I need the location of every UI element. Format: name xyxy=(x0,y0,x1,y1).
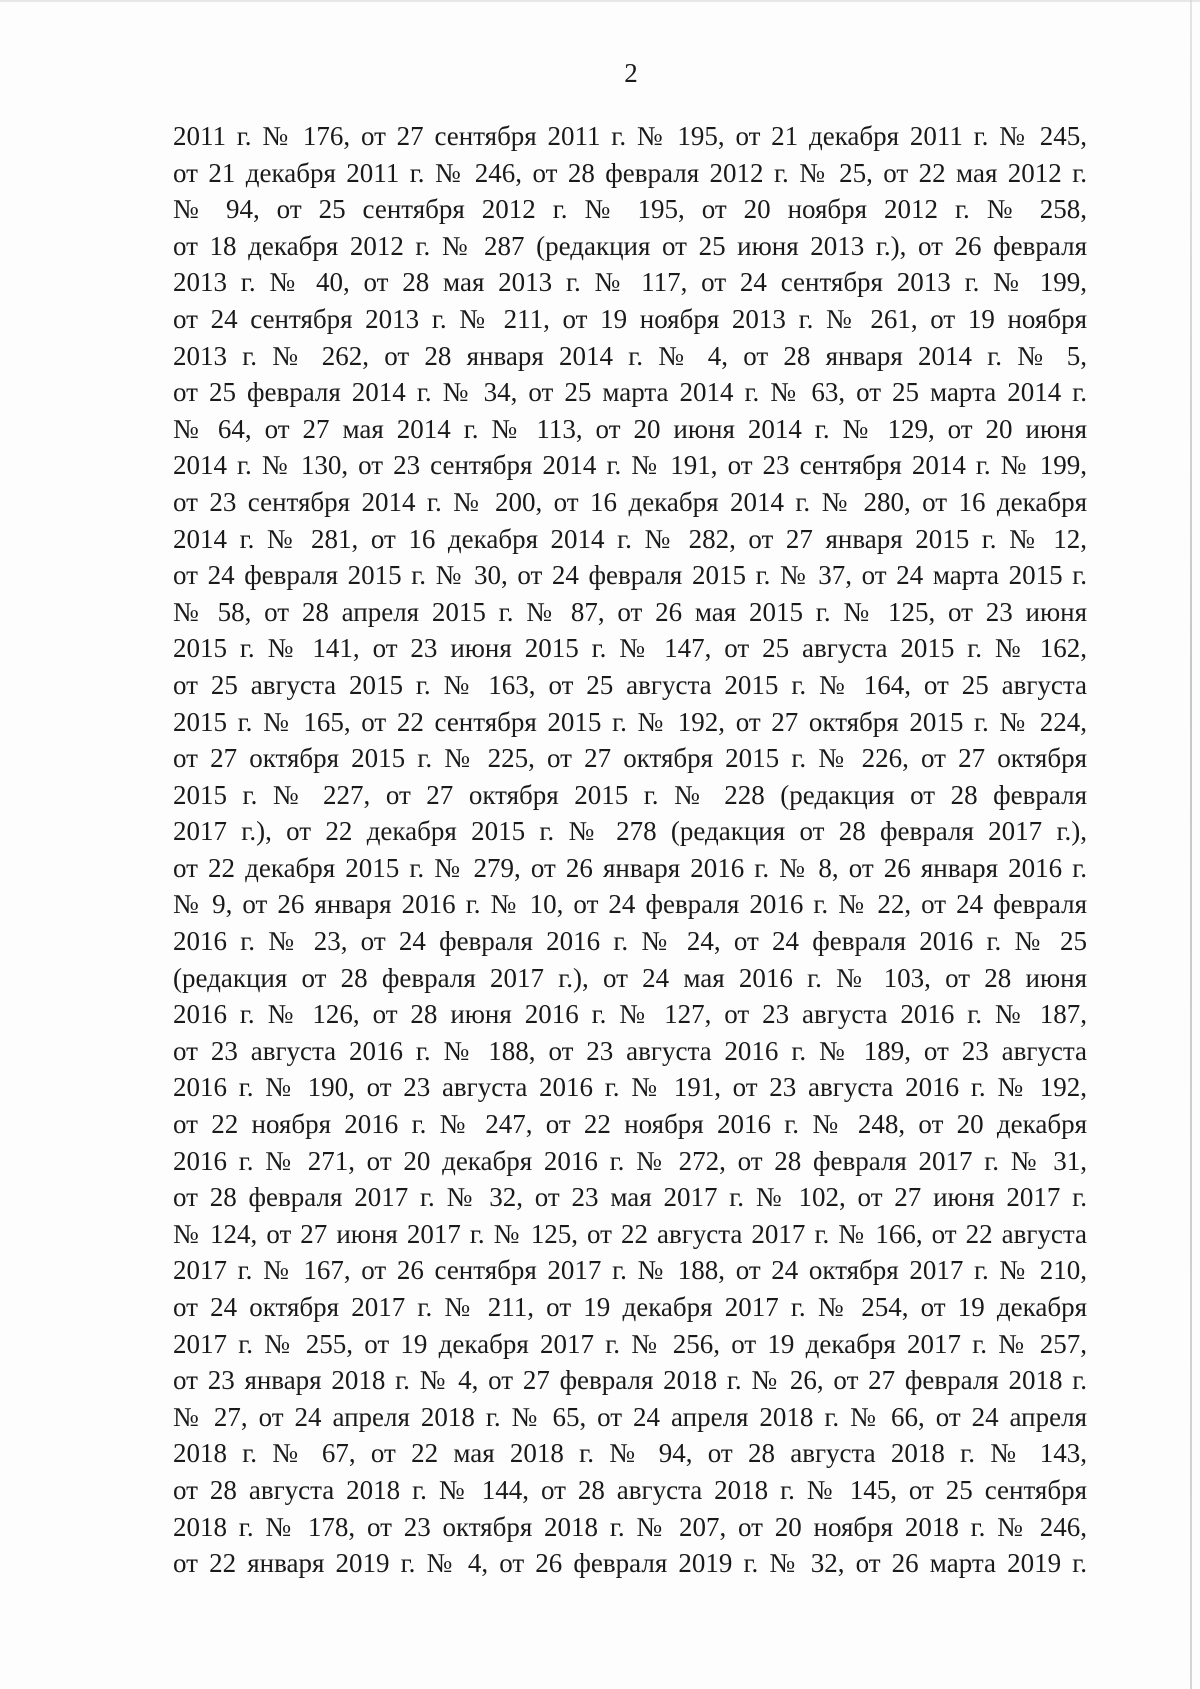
text-line: № 94, от 25 сентября 2012 г. № 195, от 20 ноября 2012 г. № 258, xyxy=(173,194,1087,225)
page-number: 2 xyxy=(624,58,638,88)
text-line: от 28 февраля 2017 г. № 32, от 23 мая 2017 г. № 102, от 27 июня 2017 г. xyxy=(173,1182,1087,1213)
text-line: (редакция от 28 февраля 2017 г.), от 24 мая 2016 г. № 103, от 28 июня xyxy=(173,962,1087,993)
text-line: № 27, от 24 апреля 2018 г. № 65, от 24 апреля 2018 г. № 66, от 24 апреля xyxy=(173,1401,1087,1432)
text-line: 2016 г. № 190, от 23 августа 2016 г. № 191, от 23 августа 2016 г. № 192, xyxy=(173,1072,1087,1103)
text-line: от 23 августа 2016 г. № 188, от 23 августа 2016 г. № 189, от 23 августа xyxy=(173,1035,1087,1066)
text-line: от 23 сентября 2014 г. № 200, от 16 декабря 2014 г. № 280, от 16 декабря xyxy=(173,486,1087,517)
text-line: 2015 г. № 227, от 27 октября 2015 г. № 228 (редакция от 28 февраля xyxy=(173,779,1087,810)
text-line: 2014 г. № 130, от 23 сентября 2014 г. № 191, от 23 сентября 2014 г. № 199, xyxy=(173,450,1087,481)
text-line: от 22 января 2019 г. № 4, от 26 февраля 2019 г. № 32, от 26 марта 2019 г. xyxy=(173,1548,1087,1579)
text-line: № 64, от 27 мая 2014 г. № 113, от 20 июня 2014 г. № 129, от 20 июня xyxy=(173,413,1087,444)
text-line: 2016 г. № 271, от 20 декабря 2016 г. № 272, от 28 февраля 2017 г. № 31, xyxy=(173,1145,1087,1176)
text-line: от 28 августа 2018 г. № 144, от 28 августа 2018 г. № 145, от 25 сентября xyxy=(173,1474,1087,1505)
text-line: 2014 г. № 281, от 16 декабря 2014 г. № 282, от 27 января 2015 г. № 12, xyxy=(173,523,1087,554)
text-line: № 9, от 26 января 2016 г. № 10, от 24 февраля 2016 г. № 22, от 24 февраля xyxy=(173,889,1087,920)
text-line: от 25 февраля 2014 г. № 34, от 25 марта 2014 г. № 63, от 25 марта 2014 г. xyxy=(173,377,1087,408)
text-line: № 124, от 27 июня 2017 г. № 125, от 22 августа 2017 г. № 166, от 22 августа xyxy=(173,1218,1087,1249)
text-line: 2016 г. № 23, от 24 февраля 2016 г. № 24, от 24 февраля 2016 г. № 25 xyxy=(173,926,1087,957)
scan-edge-top xyxy=(0,0,1200,2)
text-line: от 21 декабря 2011 г. № 246, от 28 февраля 2012 г. № 25, от 22 мая 2012 г. xyxy=(173,157,1087,188)
text-line: от 24 сентября 2013 г. № 211, от 19 ноября 2013 г. № 261, от 19 ноября xyxy=(173,303,1087,334)
body-text xyxy=(173,118,1087,1582)
text-line: 2017 г. № 255, от 19 декабря 2017 г. № 256, от 19 декабря 2017 г. № 257, xyxy=(173,1328,1087,1359)
text-line: 2017 г.), от 22 декабря 2015 г. № 278 (редакция от 28 февраля 2017 г.), xyxy=(173,816,1087,847)
text-line: от 25 августа 2015 г. № 163, от 25 августа 2015 г. № 164, от 25 августа xyxy=(173,669,1087,700)
text-line: 2011 г. № 176, от 27 сентября 2011 г. № 195, от 21 декабря 2011 г. № 245, xyxy=(173,121,1087,151)
text-line: 2013 г. № 40, от 28 мая 2013 г. № 117, от 24 сентября 2013 г. № 199, xyxy=(173,267,1087,298)
text-line: от 24 февраля 2015 г. № 30, от 24 февраля 2015 г. № 37, от 24 марта 2015 г. xyxy=(173,560,1087,591)
text-line: от 18 декабря 2012 г. № 287 (редакция от 25 июня 2013 г.), от 26 февраля xyxy=(173,230,1087,261)
text-line: от 22 ноября 2016 г. № 247, от 22 ноября 2016 г. № 248, от 20 декабря xyxy=(173,1109,1087,1140)
text-line: от 23 января 2018 г. № 4, от 27 февраля 2018 г. № 26, от 27 февраля 2018 г. xyxy=(173,1365,1087,1396)
scan-edge-right xyxy=(1190,0,1192,1689)
text-line: от 27 октября 2015 г. № 225, от 27 октября 2015 г. № 226, от 27 октября xyxy=(173,743,1087,774)
text-line: 2013 г. № 262, от 28 января 2014 г. № 4, от 28 января 2014 г. № 5, xyxy=(173,340,1087,371)
text-line: от 22 декабря 2015 г. № 279, от 26 января 2016 г. № 8, от 26 января 2016 г. xyxy=(173,852,1087,883)
text-line: № 58, от 28 апреля 2015 г. № 87, от 26 мая 2015 г. № 125, от 23 июня xyxy=(173,596,1087,627)
text-line: 2018 г. № 178, от 23 октября 2018 г. № 207, от 20 ноября 2018 г. № 246, xyxy=(173,1511,1087,1542)
text-line: 2018 г. № 67, от 22 мая 2018 г. № 94, от 28 августа 2018 г. № 143, xyxy=(173,1438,1087,1469)
text-line: 2017 г. № 167, от 26 сентября 2017 г. № 188, от 24 октября 2017 г. № 210, xyxy=(173,1255,1087,1286)
text-line: 2016 г. № 126, от 28 июня 2016 г. № 127, от 23 августа 2016 г. № 187, xyxy=(173,999,1087,1030)
text-line: 2015 г. № 141, от 23 июня 2015 г. № 147, от 25 августа 2015 г. № 162, xyxy=(173,633,1087,664)
text-line: 2015 г. № 165, от 22 сентября 2015 г. № 192, от 27 октября 2015 г. № 224, xyxy=(173,706,1087,737)
text-line: от 24 октября 2017 г. № 211, от 19 декабря 2017 г. № 254, от 19 декабря xyxy=(173,1292,1087,1322)
